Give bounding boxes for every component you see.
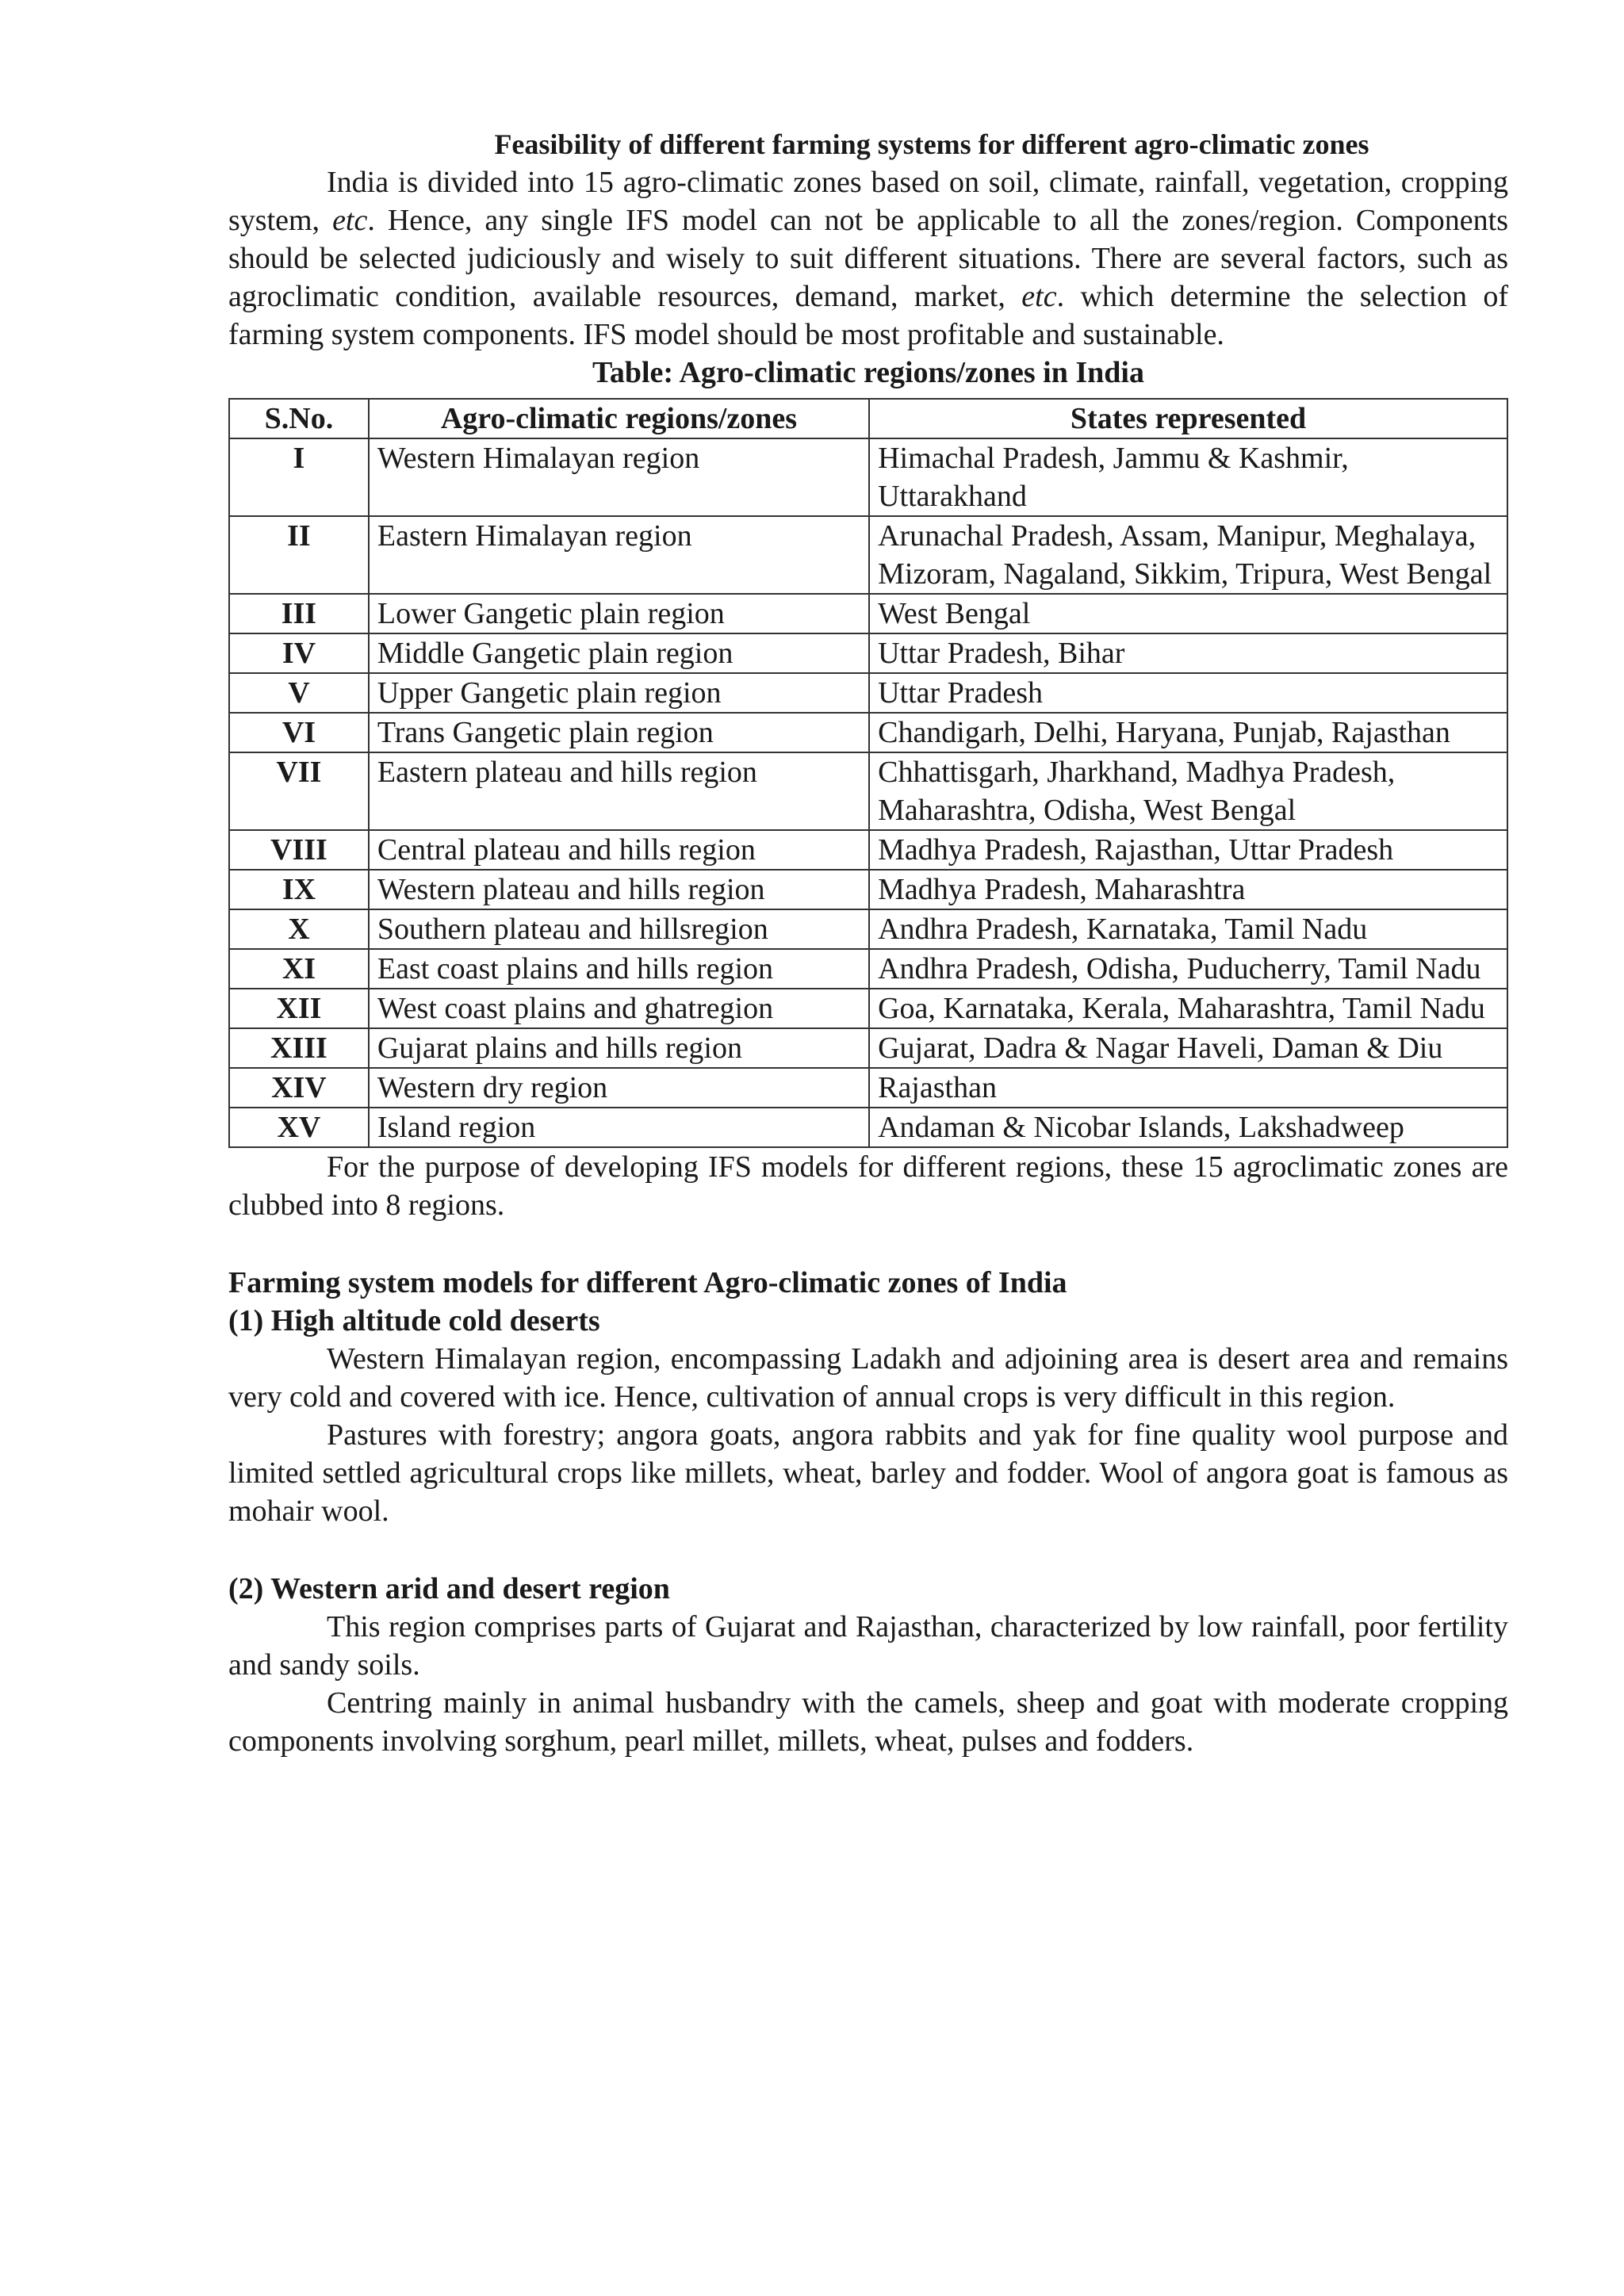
cell-states: Rajasthan (869, 1068, 1507, 1108)
cell-states: Arunachal Pradesh, Assam, Manipur, Meghalaya, Mizoram, Nagaland, Sikkim, Tripura, West Bengal (869, 516, 1507, 594)
table-row (229, 870, 1507, 909)
subsection-2-paragraph-2: Centring mainly in animal husbandry with the camels, sheep and goat with moderate cropping components involving sorghum, pearl millet, millets, wheat, pulses and fodders. (228, 1686, 1508, 1758)
table-row (229, 752, 1507, 830)
cell-states: West Bengal (869, 594, 1507, 633)
cell-zone: West coast plains and ghatregion (369, 989, 869, 1028)
cell-states: Chandigarh, Delhi, Haryana, Punjab, Rajasthan (869, 713, 1507, 752)
cell-states: Chhattisgarh, Jharkhand, Madhya Pradesh, Maharashtra, Odisha, West Bengal (869, 752, 1507, 830)
table-row (229, 633, 1507, 673)
cell-sno: VII (229, 752, 369, 830)
cell-sno: IX (229, 870, 369, 909)
intro-etc-1: etc (332, 204, 368, 237)
cell-zone: Western Himalayan region (369, 438, 869, 516)
cell-sno: XI (229, 949, 369, 989)
intro-paragraph (228, 163, 1508, 354)
subsection-2-paragraph-1: This region comprises parts of Gujarat and Rajasthan, characterized by low rainfall, poor fertility and sandy soils. (228, 1610, 1508, 1682)
subsection-1-paragraph-2: Pastures with forestry; angora goats, angora rabbits and yak for fine quality wool purpose and limited settled agricultural crops like millets, wheat, barley and fodder. Wool of angora goat is famous as mohair wool. (228, 1418, 1508, 1528)
cell-sno: XIII (229, 1028, 369, 1068)
cell-sno: I (229, 438, 369, 516)
cell-states: Andhra Pradesh, Karnataka, Tamil Nadu (869, 909, 1507, 949)
table-row (229, 594, 1507, 633)
intro-text-1: India is divided into 15 agro-climatic zones based on soil, climate, rainfall, vegetation, cropping system, (228, 166, 1508, 237)
cell-sno: XV (229, 1108, 369, 1147)
cell-zone: Western dry region (369, 1068, 869, 1108)
cell-states: Madhya Pradesh, Rajasthan, Uttar Pradesh (869, 830, 1507, 870)
cell-zone: Eastern Himalayan region (369, 516, 869, 594)
cell-zone: Lower Gangetic plain region (369, 594, 869, 633)
table-row (229, 909, 1507, 949)
cell-sno: V (229, 673, 369, 713)
subsection-heading-2: (2) Western arid and desert region (228, 1572, 670, 1605)
intro-text-3: . which determine the selection of farming system components. IFS model should be most profitable and sustainable. (228, 280, 1508, 351)
intro-text-2: . Hence, any single IFS model can not be applicable to all the zones/region. Components should be selected judiciously and wisely to suit different situations. There are several factors, such as agroclimatic condition, available resources, demand, market, (228, 204, 1508, 313)
cell-zone: Southern plateau and hillsregion (369, 909, 869, 949)
cell-zone: Western plateau and hills region (369, 870, 869, 909)
agro-climatic-zones-table (228, 398, 1508, 1148)
cell-zone: Central plateau and hills region (369, 830, 869, 870)
cell-zone: East coast plains and hills region (369, 949, 869, 989)
cell-states: Goa, Karnataka, Kerala, Maharashtra, Tamil Nadu (869, 989, 1507, 1028)
page-title: Feasibility of different farming systems for different agro-climatic zones (494, 128, 1369, 160)
column-header-zone: Agro-climatic regions/zones (369, 399, 869, 438)
after-table-paragraph: For the purpose of developing IFS models for different regions, these 15 agroclimatic zones are clubbed into 8 regions. (228, 1150, 1508, 1222)
column-header-states: States represented (869, 399, 1507, 438)
cell-states: Uttar Pradesh, Bihar (869, 633, 1507, 673)
table-header-row (229, 399, 1507, 438)
column-header-sno: S.No. (229, 399, 369, 438)
cell-sno: VI (229, 713, 369, 752)
cell-sno: III (229, 594, 369, 633)
table-row (229, 989, 1507, 1028)
cell-zone: Gujarat plains and hills region (369, 1028, 869, 1068)
subsection-heading-1: (1) High altitude cold deserts (228, 1304, 600, 1337)
cell-zone: Middle Gangetic plain region (369, 633, 869, 673)
cell-states: Uttar Pradesh (869, 673, 1507, 713)
table-row (229, 1028, 1507, 1068)
cell-zone: Eastern plateau and hills region (369, 752, 869, 830)
intro-etc-2: etc (1021, 280, 1057, 313)
table-row (229, 949, 1507, 989)
cell-zone: Island region (369, 1108, 869, 1147)
section-heading: Farming system models for different Agro-climatic zones of India (228, 1266, 1067, 1299)
cell-states: Andhra Pradesh, Odisha, Puducherry, Tamil Nadu (869, 949, 1507, 989)
table-row (229, 516, 1507, 594)
cell-states: Gujarat, Dadra & Nagar Haveli, Daman & Diu (869, 1028, 1507, 1068)
cell-zone: Upper Gangetic plain region (369, 673, 869, 713)
cell-states: Madhya Pradesh, Maharashtra (869, 870, 1507, 909)
subsection-1-paragraph-1: Western Himalayan region, encompassing Ladakh and adjoining area is desert area and remains very cold and covered with ice. Hence, cultivation of annual crops is very difficult in this region. (228, 1342, 1508, 1414)
table-row (229, 830, 1507, 870)
cell-sno: IV (229, 633, 369, 673)
table-row (229, 438, 1507, 516)
table-row (229, 1108, 1507, 1147)
document-page (228, 125, 1508, 1760)
cell-sno: XII (229, 989, 369, 1028)
cell-states: Himachal Pradesh, Jammu & Kashmir, Uttarakhand (869, 438, 1507, 516)
cell-sno: X (229, 909, 369, 949)
table-caption: Table: Agro-climatic regions/zones in India (592, 356, 1144, 389)
table-row (229, 713, 1507, 752)
cell-sno: XIV (229, 1068, 369, 1108)
table-row (229, 673, 1507, 713)
table-row (229, 1068, 1507, 1108)
cell-states: Andaman & Nicobar Islands, Lakshadweep (869, 1108, 1507, 1147)
cell-sno: II (229, 516, 369, 594)
cell-zone: Trans Gangetic plain region (369, 713, 869, 752)
cell-sno: VIII (229, 830, 369, 870)
